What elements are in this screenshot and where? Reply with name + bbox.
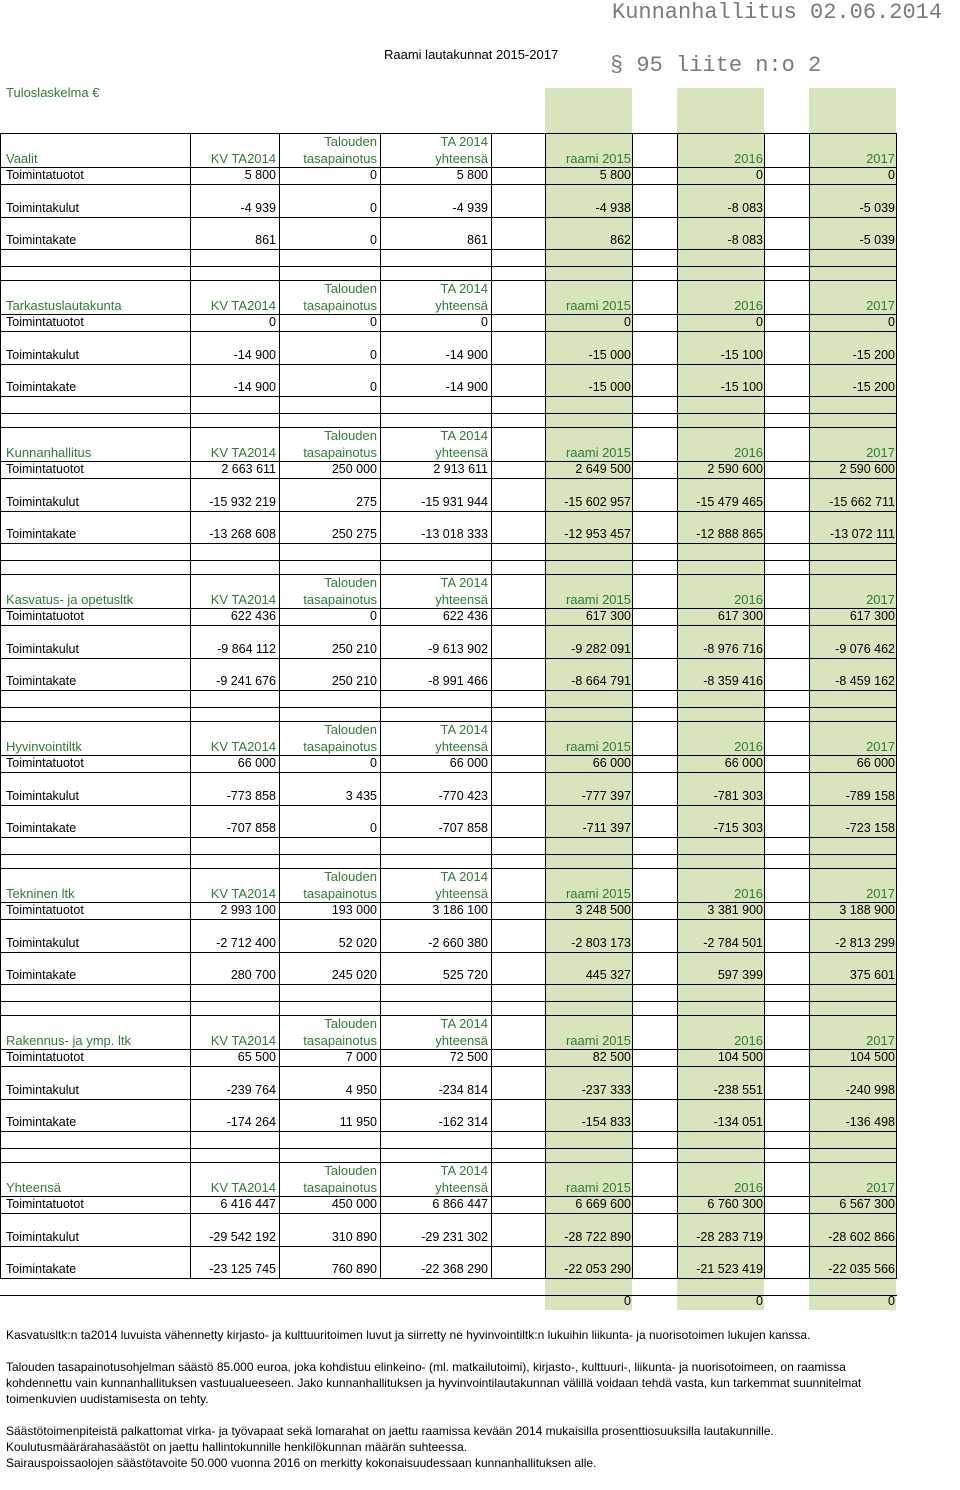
value-cell: -15 931 944	[421, 495, 488, 509]
value-cell: 0	[756, 315, 763, 329]
value-cell: -9 613 902	[428, 642, 488, 656]
row-underline	[0, 625, 897, 626]
row-label: Toimintakate	[6, 674, 77, 688]
value-cell: 0	[370, 380, 377, 394]
row-label: Toimintakulut	[6, 1083, 79, 1097]
value-cell: -14 900	[445, 380, 488, 394]
header-talouden: Talouden	[324, 428, 377, 443]
header-kv: KV TA2014	[210, 298, 276, 313]
value-cell: -5 039	[859, 233, 895, 247]
value-cell: 0	[756, 168, 763, 182]
value-cell: 82 500	[592, 1050, 631, 1064]
value-cell: 66 000	[592, 756, 631, 770]
page-title: Tuloslaskelma €	[6, 85, 100, 100]
row-label: Toimintakulut	[6, 642, 79, 656]
value-cell: -14 900	[445, 348, 488, 362]
value-cell: -9 241 676	[216, 674, 276, 688]
header-2016: 2016	[734, 739, 763, 754]
value-cell: -28 722 890	[564, 1230, 631, 1244]
header-ta2014: TA 2014	[440, 1163, 488, 1178]
value-cell: -240 998	[845, 1083, 895, 1097]
value-cell: 5 800	[599, 168, 631, 182]
grid-vline	[0, 133, 1, 1278]
value-cell: 2 590 600	[839, 462, 895, 476]
value-cell: 6 567 300	[839, 1197, 895, 1211]
value-cell: 3 381 900	[707, 903, 763, 917]
value-cell: -773 858	[226, 789, 276, 803]
value-cell: -4 938	[595, 201, 631, 215]
value-cell: 0	[370, 201, 377, 215]
row-underline	[0, 1131, 897, 1132]
value-cell: 597 399	[717, 968, 763, 982]
row-underline	[0, 184, 897, 185]
header-2016: 2016	[734, 445, 763, 460]
value-cell: -2 813 299	[835, 936, 895, 950]
section-gap-line	[0, 560, 897, 561]
value-cell: -238 551	[713, 1083, 763, 1097]
check-zero: 0	[756, 1294, 763, 1308]
value-cell: -134 051	[713, 1115, 763, 1129]
value-cell: 0	[888, 168, 895, 182]
header-tasapainotus: tasapainotus	[303, 151, 377, 166]
header-talouden: Talouden	[324, 575, 377, 590]
row-underline	[0, 511, 897, 512]
value-cell: -15 662 711	[829, 495, 895, 509]
row-underline	[0, 543, 897, 544]
value-cell: -174 264	[226, 1115, 276, 1129]
header-2017: 2017	[866, 592, 895, 607]
value-cell: -770 423	[438, 789, 488, 803]
header-raami-2015: raami 2015	[565, 886, 631, 901]
header-tasapainotus: tasapainotus	[303, 739, 377, 754]
header-ta2014: TA 2014	[440, 722, 488, 737]
header-2017: 2017	[866, 1033, 895, 1048]
value-cell: -8 991 466	[428, 674, 488, 688]
row-label: Toimintatuotot	[6, 1050, 84, 1064]
value-cell: 7 000	[345, 1050, 377, 1064]
value-cell: 861	[255, 233, 276, 247]
value-cell: 861	[467, 233, 488, 247]
value-cell: 3 186 100	[432, 903, 488, 917]
row-underline	[0, 805, 897, 806]
value-cell: 6 760 300	[707, 1197, 763, 1211]
row-label: Toimintakate	[6, 380, 77, 394]
header-2017: 2017	[866, 886, 895, 901]
section-gap-line	[0, 1001, 897, 1002]
row-underline	[0, 1099, 897, 1100]
value-cell: -22 053 290	[564, 1262, 631, 1276]
header-kv: KV TA2014	[210, 151, 276, 166]
value-cell: 250 210	[331, 642, 377, 656]
row-label: Toimintatuotot	[6, 462, 84, 476]
header-kv: KV TA2014	[210, 886, 276, 901]
value-cell: 617 300	[585, 609, 631, 623]
value-cell: -13 072 111	[830, 527, 895, 541]
value-cell: -8 083	[727, 201, 763, 215]
section-name: Yhteensä	[6, 1180, 61, 1195]
value-cell: -2 660 380	[428, 936, 488, 950]
value-cell: -715 303	[713, 821, 763, 835]
value-cell: 250 210	[331, 674, 377, 688]
value-cell: -707 858	[438, 821, 488, 835]
notes-block	[6, 1327, 886, 1471]
value-cell: 66 000	[449, 756, 488, 770]
value-cell: 0	[269, 315, 276, 329]
value-cell: -9 076 462	[835, 642, 895, 656]
row-label: Toimintakate	[6, 233, 77, 247]
value-cell: 275	[356, 495, 377, 509]
section-gap-line	[0, 854, 897, 855]
value-cell: -723 158	[845, 821, 895, 835]
row-label: Toimintakate	[6, 821, 77, 835]
value-cell: 622 436	[230, 609, 276, 623]
value-cell: -4 939	[240, 201, 276, 215]
value-cell: -13 018 333	[421, 527, 488, 541]
header-kv: KV TA2014	[210, 1033, 276, 1048]
header-2017: 2017	[866, 151, 895, 166]
value-cell: -4 939	[452, 201, 488, 215]
row-label: Toimintatuotot	[6, 903, 84, 917]
header-ta2014: TA 2014	[440, 869, 488, 884]
value-cell: -2 803 173	[571, 936, 631, 950]
row-label: Toimintakulut	[6, 348, 79, 362]
value-cell: -22 368 290	[421, 1262, 488, 1276]
value-cell: 3 435	[345, 789, 377, 803]
header-2017: 2017	[866, 445, 895, 460]
section-name: Tarkastuslautakunta	[6, 298, 122, 313]
header-talouden: Talouden	[324, 722, 377, 737]
section-gap-line	[0, 1148, 897, 1149]
value-cell: 245 020	[331, 968, 377, 982]
value-cell: 280 700	[230, 968, 276, 982]
value-cell: -28 602 866	[828, 1230, 895, 1244]
value-cell: 375 601	[849, 968, 895, 982]
row-label: Toimintakulut	[6, 201, 79, 215]
value-cell: -9 282 091	[571, 642, 631, 656]
note-3: Säästötoimenpiteistä palkattomat virka- ja työvapaat sekä lomarahat on jaettu raamissa kevään 2014 mukaisilla prosenttiosuuksilla lautakunnille.	[6, 1424, 774, 1438]
row-underline	[0, 1278, 897, 1279]
row-label: Toimintatuotot	[6, 756, 84, 770]
row-label: Toimintakate	[6, 968, 77, 982]
row-underline	[0, 952, 897, 953]
value-cell: -8 083	[727, 233, 763, 247]
row-underline	[0, 364, 897, 365]
value-cell: 2 993 100	[220, 903, 276, 917]
header-tasapainotus: tasapainotus	[303, 592, 377, 607]
value-cell: 250 000	[331, 462, 377, 476]
value-cell: 2 663 611	[221, 462, 276, 476]
value-cell: 104 500	[849, 1050, 895, 1064]
value-cell: 617 300	[717, 609, 763, 623]
value-cell: 6 866 447	[432, 1197, 488, 1211]
header-raami-2015: raami 2015	[565, 592, 631, 607]
value-cell: -781 303	[713, 789, 763, 803]
value-cell: 0	[624, 315, 631, 329]
header-ta2014: TA 2014	[440, 575, 488, 590]
value-cell: -15 000	[588, 348, 631, 362]
value-cell: 72 500	[449, 1050, 488, 1064]
header-tasapainotus: tasapainotus	[303, 1033, 377, 1048]
header-talouden: Talouden	[324, 134, 377, 149]
row-underline	[0, 478, 897, 479]
value-cell: -14 900	[233, 348, 276, 362]
header-2016: 2016	[734, 1180, 763, 1195]
value-cell: -8 359 416	[703, 674, 763, 688]
value-cell: -237 333	[581, 1083, 631, 1097]
note-2: Talouden tasapainotusohjelman säästö 85.000 euroa, joka kohdistuu elinkeino- (ml. matkailutoimi), kirjasto-, kulttuuri-, liikunta- ja nuorisotoimeen, on raamissa kohdennettu vain kunnanhallituksen vastuualueeseen. Jako kunnanhallituksen ja hyvinvointilautakunnan välillä voidaan tehdä vasta, kun tarkemmat suunnitelmat toimenkuvien uudistamisesta on tehty.	[6, 1360, 862, 1406]
section-gap-line	[0, 266, 897, 267]
value-cell: 0	[370, 821, 377, 835]
header-2016: 2016	[734, 592, 763, 607]
meeting-stamp: Kunnanhallitus 02.06.2014	[612, 0, 943, 25]
header-2017: 2017	[866, 298, 895, 313]
header-2016: 2016	[734, 886, 763, 901]
header-yhteensa: yhteensä	[435, 1180, 488, 1195]
header-ta2014: TA 2014	[440, 428, 488, 443]
grid-vline	[896, 133, 897, 1278]
value-cell: 250 275	[331, 527, 377, 541]
value-cell: 617 300	[849, 609, 895, 623]
value-cell: 104 500	[717, 1050, 763, 1064]
header-talouden: Talouden	[324, 1163, 377, 1178]
value-cell: 0	[370, 609, 377, 623]
value-cell: -29 542 192	[209, 1230, 276, 1244]
header-raami-2015: raami 2015	[565, 298, 631, 313]
section-name: Vaalit	[6, 151, 38, 166]
value-cell: -21 523 419	[696, 1262, 763, 1276]
header-talouden: Talouden	[324, 869, 377, 884]
value-cell: -15 000	[588, 380, 631, 394]
header-2016: 2016	[734, 151, 763, 166]
header-raami-2015: raami 2015	[565, 151, 631, 166]
value-cell: 0	[370, 233, 377, 247]
value-cell: 525 720	[442, 968, 488, 982]
header-yhteensa: yhteensä	[435, 445, 488, 460]
value-cell: 0	[370, 348, 377, 362]
value-cell: 0	[370, 168, 377, 182]
header-2017: 2017	[866, 739, 895, 754]
header-2016: 2016	[734, 1033, 763, 1048]
row-underline	[0, 331, 897, 332]
section-name: Kunnanhallitus	[6, 445, 92, 460]
row-label: Toimintakate	[6, 1262, 77, 1276]
value-cell: 3 248 500	[575, 903, 631, 917]
value-cell: -12 953 457	[564, 527, 631, 541]
header-yhteensa: yhteensä	[435, 1033, 488, 1048]
header-talouden: Talouden	[324, 281, 377, 296]
header-ta2014: TA 2014	[440, 281, 488, 296]
value-cell: -23 125 745	[209, 1262, 276, 1276]
value-cell: -15 200	[852, 348, 895, 362]
value-cell: -15 932 219	[209, 495, 276, 509]
row-underline	[0, 837, 897, 838]
value-cell: 65 500	[237, 1050, 276, 1064]
value-cell: 0	[481, 315, 488, 329]
value-cell: -29 231 302	[421, 1230, 488, 1244]
header-yhteensa: yhteensä	[435, 151, 488, 166]
value-cell: -8 459 162	[835, 674, 895, 688]
row-underline	[0, 690, 897, 691]
appendix-stamp: § 95 liite n:o 2	[610, 53, 822, 78]
value-cell: -234 814	[438, 1083, 488, 1097]
row-label: Toimintakulut	[6, 936, 79, 950]
value-cell: -15 479 465	[696, 495, 763, 509]
value-cell: 0	[888, 315, 895, 329]
section-gap-line	[0, 707, 897, 708]
value-cell: -789 158	[845, 789, 895, 803]
value-cell: -777 397	[581, 789, 631, 803]
value-cell: -15 602 957	[564, 495, 631, 509]
header-kv: KV TA2014	[210, 739, 276, 754]
value-cell: 2 913 611	[433, 462, 488, 476]
header-kv: KV TA2014	[210, 445, 276, 460]
value-cell: -2 712 400	[216, 936, 276, 950]
value-cell: -9 864 112	[217, 642, 276, 656]
header-raami-2015: raami 2015	[565, 1033, 631, 1048]
row-underline	[0, 1066, 897, 1067]
value-cell: 450 000	[331, 1197, 377, 1211]
value-cell: -136 498	[845, 1115, 895, 1129]
header-tasapainotus: tasapainotus	[303, 1180, 377, 1195]
value-cell: 760 890	[331, 1262, 377, 1276]
value-cell: 0	[370, 756, 377, 770]
value-cell: -22 035 566	[828, 1262, 895, 1276]
row-label: Toimintakate	[6, 527, 77, 541]
header-yhteensa: yhteensä	[435, 886, 488, 901]
note-4: Koulutusmäärärahasäästöt on jaettu hallintokunnille henkilökunnan määrän suhteessa.	[6, 1440, 467, 1454]
value-cell: 0	[370, 315, 377, 329]
row-label: Toimintakate	[6, 1115, 77, 1129]
header-yhteensa: yhteensä	[435, 592, 488, 607]
header-talouden: Talouden	[324, 1016, 377, 1031]
row-label: Toimintakulut	[6, 495, 79, 509]
value-cell: -239 764	[226, 1083, 276, 1097]
value-cell: 622 436	[442, 609, 488, 623]
note-5: Sairauspoissaolojen säästötavoite 50.000 vuonna 2016 on merkitty kokonaisuudessaan kunnanhallituksen alle.	[6, 1456, 597, 1470]
row-underline	[0, 249, 897, 250]
value-cell: -8 976 716	[703, 642, 763, 656]
section-gap-line	[0, 413, 897, 414]
value-cell: -28 283 719	[696, 1230, 763, 1244]
row-underline	[0, 1213, 897, 1214]
value-cell: 66 000	[237, 756, 276, 770]
value-cell: -5 039	[859, 201, 895, 215]
value-cell: -15 100	[720, 380, 763, 394]
value-cell: 66 000	[724, 756, 763, 770]
value-cell: 3 188 900	[839, 903, 895, 917]
value-cell: 862	[610, 233, 631, 247]
section-name: Kasvatus- ja opetusltk	[6, 592, 134, 607]
row-label: Toimintatuotot	[6, 168, 84, 182]
note-1: Kasvatusltk:n ta2014 luvuista vähennetty kirjasto- ja kulttuuritoimen luvut ja siirretty ne hyvinvointiltk:n lukuihin liikunta- ja nuorisotoimen lukujen kanssa.	[6, 1328, 811, 1342]
value-cell: 11 950	[339, 1115, 377, 1129]
check-zero: 0	[624, 1294, 631, 1308]
value-cell: 2 590 600	[707, 462, 763, 476]
value-cell: 52 020	[338, 936, 377, 950]
header-tasapainotus: tasapainotus	[303, 886, 377, 901]
value-cell: -12 888 865	[696, 527, 763, 541]
value-cell: -15 100	[720, 348, 763, 362]
section-name: Rakennus- ja ymp. ltk	[6, 1033, 131, 1048]
row-label: Toimintatuotot	[6, 1197, 84, 1211]
value-cell: 2 649 500	[575, 462, 631, 476]
value-cell: -711 397	[582, 821, 631, 835]
value-cell: -707 858	[226, 821, 276, 835]
row-label: Toimintakulut	[6, 789, 79, 803]
header-kv: KV TA2014	[210, 1180, 276, 1195]
header-kv: KV TA2014	[210, 592, 276, 607]
value-cell: -154 833	[581, 1115, 631, 1129]
value-cell: 6 669 600	[575, 1197, 631, 1211]
value-cell: -13 268 608	[209, 527, 276, 541]
header-2016: 2016	[734, 298, 763, 313]
section-name: Tekninen ltk	[6, 886, 75, 901]
value-cell: -15 200	[852, 380, 895, 394]
value-cell: 6 416 447	[220, 1197, 276, 1211]
header-raami-2015: raami 2015	[565, 1180, 631, 1195]
row-label: Toimintatuotot	[6, 609, 84, 623]
header-ta2014: TA 2014	[440, 134, 488, 149]
value-cell: -8 664 791	[571, 674, 631, 688]
header-tasapainotus: tasapainotus	[303, 445, 377, 460]
document-subtitle: Raami lautakunnat 2015-2017	[384, 47, 559, 62]
row-label: Toimintakulut	[6, 1230, 79, 1244]
value-cell: 66 000	[856, 756, 895, 770]
header-tasapainotus: tasapainotus	[303, 298, 377, 313]
value-cell: 5 800	[456, 168, 488, 182]
value-cell: -162 314	[438, 1115, 488, 1129]
row-underline	[0, 658, 897, 659]
value-cell: 5 800	[244, 168, 276, 182]
value-cell: 4 950	[345, 1083, 377, 1097]
row-underline	[0, 217, 897, 218]
value-cell: 310 890	[331, 1230, 377, 1244]
value-cell: 193 000	[331, 903, 377, 917]
row-underline	[0, 396, 897, 397]
value-cell: -2 784 501	[703, 936, 763, 950]
check-zero: 0	[888, 1294, 895, 1308]
header-yhteensa: yhteensä	[435, 298, 488, 313]
section-name: Hyvinvointiltk	[6, 739, 82, 754]
value-cell: 445 327	[585, 968, 631, 982]
header-ta2014: TA 2014	[440, 1016, 488, 1031]
header-yhteensa: yhteensä	[435, 739, 488, 754]
header-raami-2015: raami 2015	[565, 739, 631, 754]
row-underline	[0, 984, 897, 985]
header-raami-2015: raami 2015	[565, 445, 631, 460]
value-cell: -14 900	[233, 380, 276, 394]
row-underline	[0, 772, 897, 773]
row-underline	[0, 1246, 897, 1247]
row-underline	[0, 919, 897, 920]
header-2017: 2017	[866, 1180, 895, 1195]
row-label: Toimintatuotot	[6, 315, 84, 329]
